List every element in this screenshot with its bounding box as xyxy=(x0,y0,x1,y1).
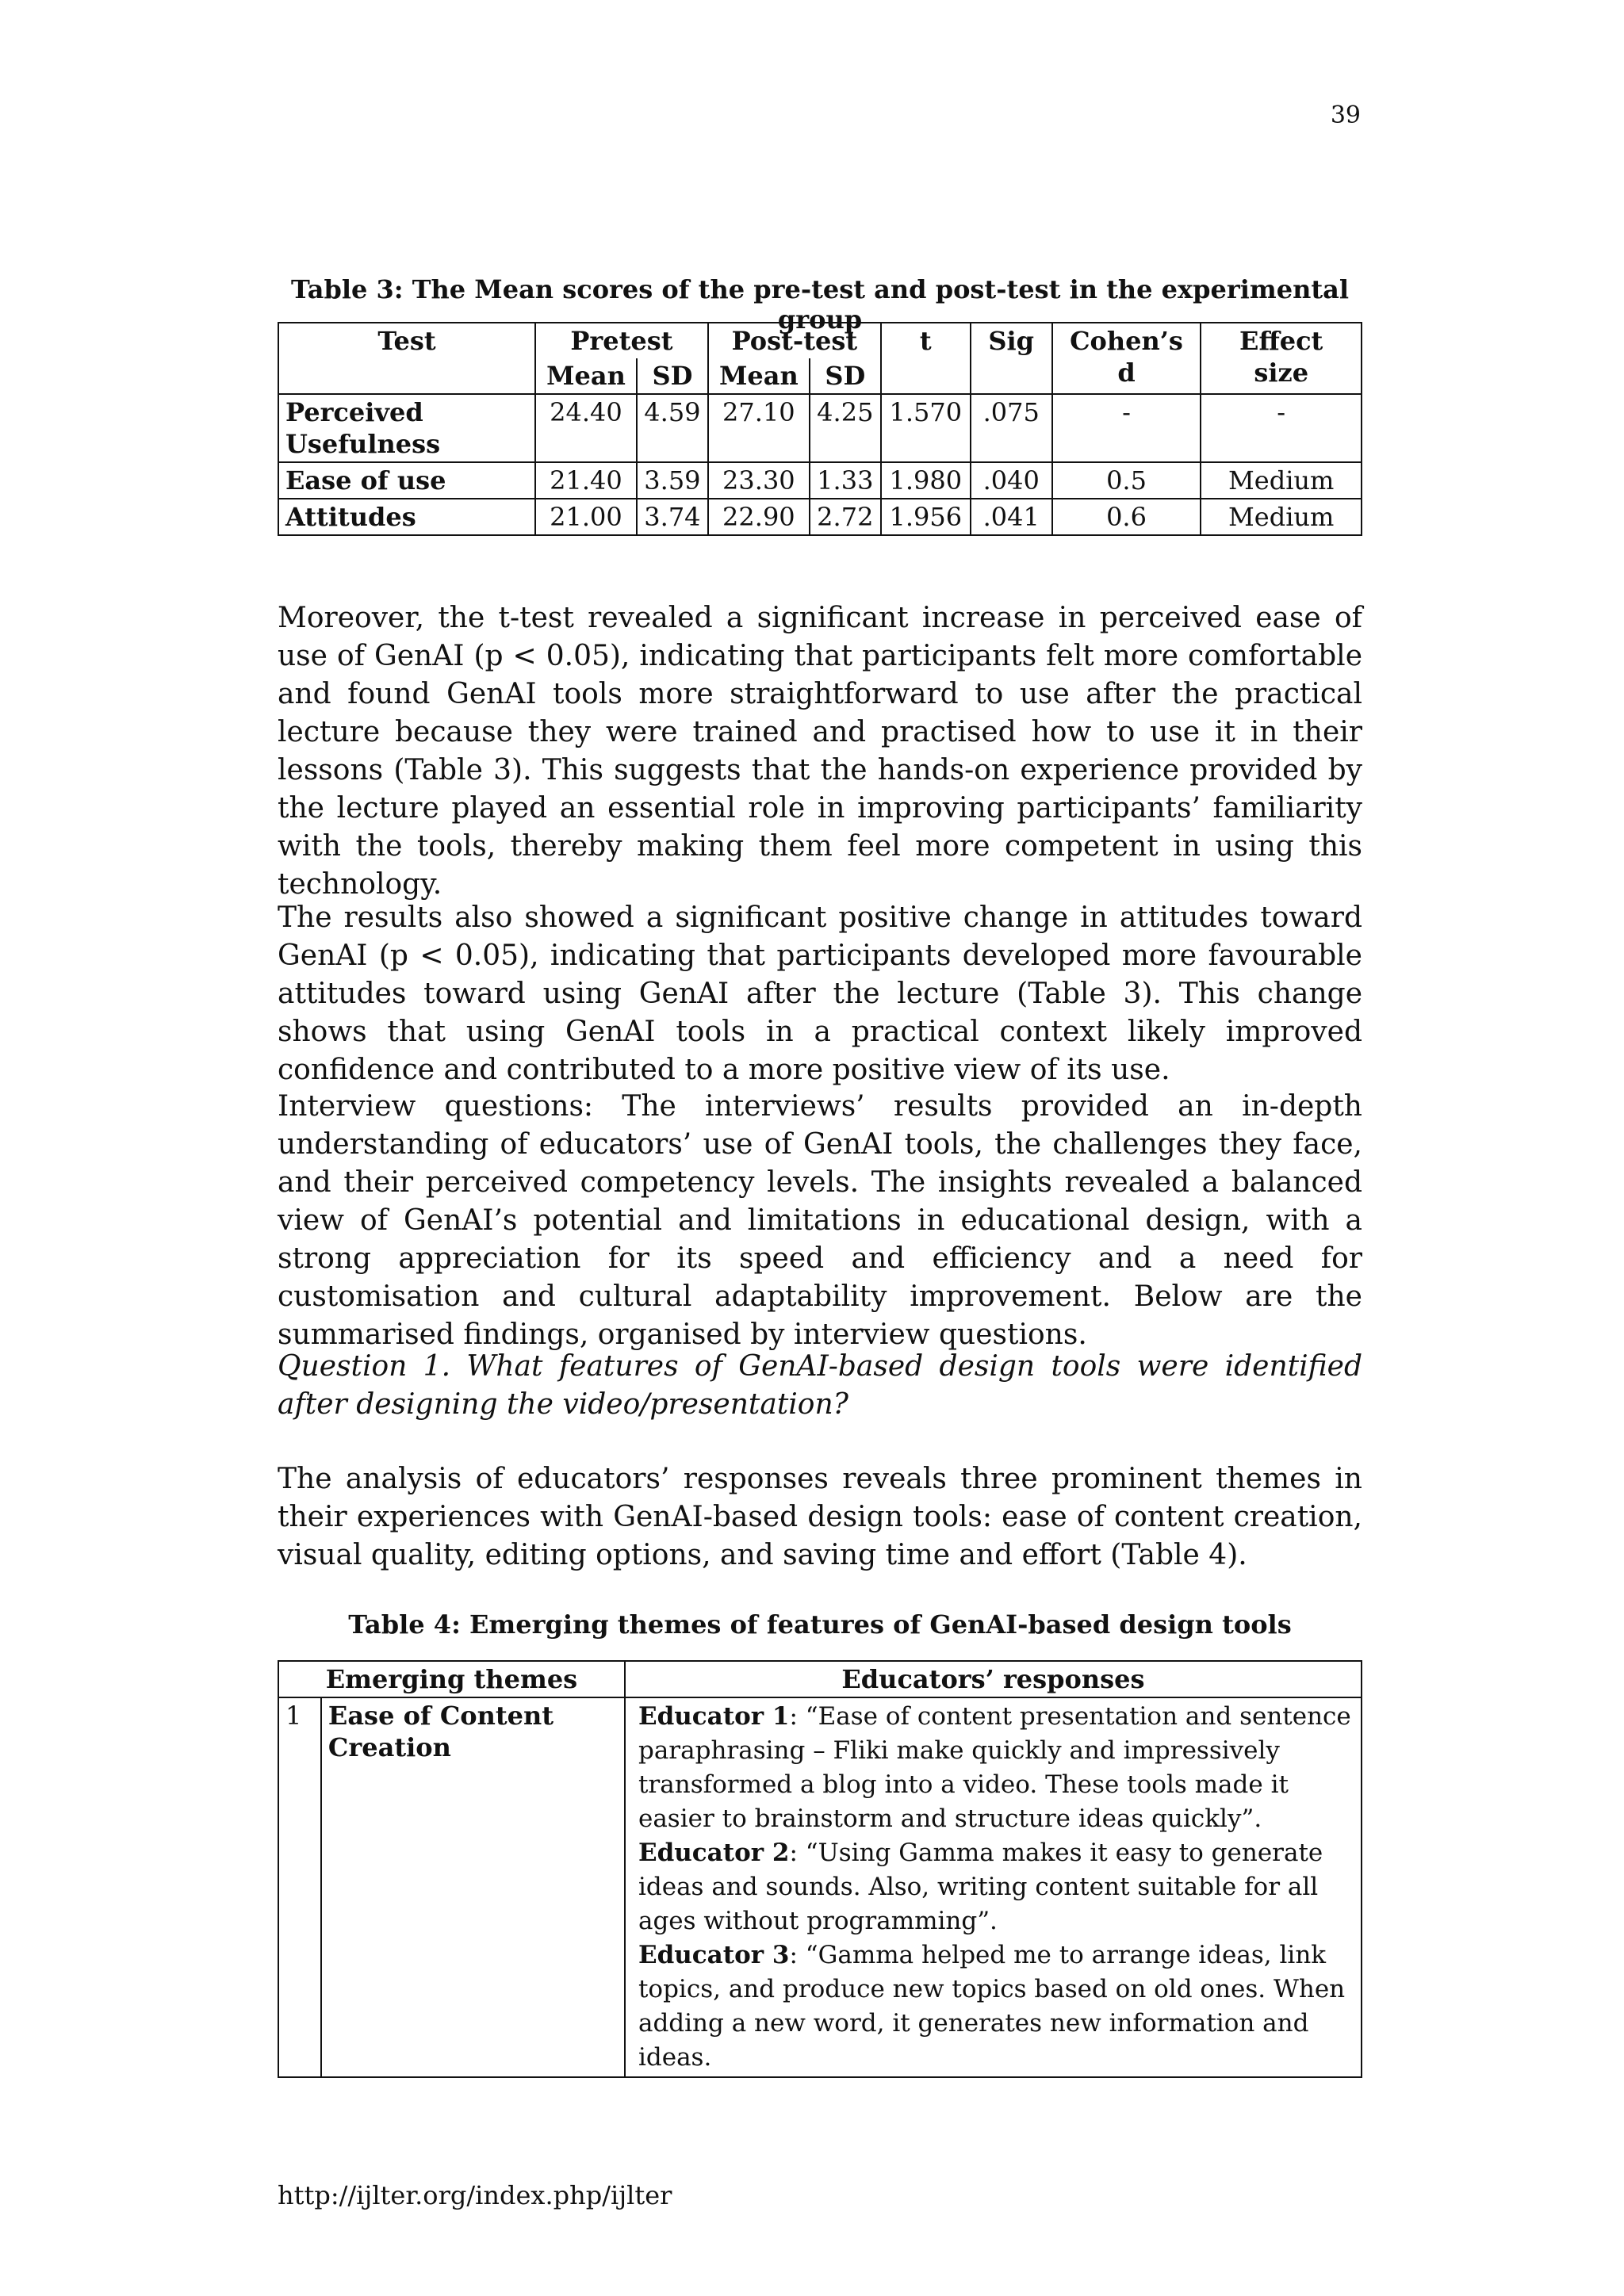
educator-name: Educator 3 xyxy=(638,1941,790,1969)
sig-value: .075 xyxy=(971,394,1052,462)
header-pre-mean: Mean xyxy=(535,358,637,394)
post-mean: 22.90 xyxy=(708,499,810,535)
header-cohens-d: Cohen’s d xyxy=(1052,323,1201,394)
effect-size-value: Medium xyxy=(1201,499,1362,535)
pre-sd: 3.74 xyxy=(637,499,708,535)
table4-caption: Table 4: Emerging themes of features of GenAI-based design tools xyxy=(348,1609,1292,1640)
theme-index: 1 xyxy=(278,1697,321,2077)
educator-name: Educator 2 xyxy=(638,1839,790,1867)
educator-quote: : “Gamma helped me to arrange ideas, link topics, and produce new topics based on old ones. When adding a new word, it generates new information and ideas. xyxy=(638,1941,1346,2072)
post-sd: 2.72 xyxy=(810,499,881,535)
pre-sd: 4.59 xyxy=(637,394,708,462)
table4-header-row xyxy=(278,1661,1362,1697)
t-value: 1.980 xyxy=(881,462,971,499)
row-test-name: Attitudes xyxy=(278,499,535,535)
pre-mean: 21.00 xyxy=(535,499,637,535)
sig-value: .040 xyxy=(971,462,1052,499)
header-t: t xyxy=(881,323,971,394)
header-effect-size: Effect size xyxy=(1201,323,1362,394)
educator-quote: : “Ease of content presentation and sentence paraphrasing – Fliki make quickly and impressively transformed a blog into a video. These tools made it easier to brainstorm and structure ideas quickly”. xyxy=(638,1702,1351,1833)
row-test-name: Ease of use xyxy=(278,462,535,499)
educator-response xyxy=(638,1836,1354,1938)
t-value: 1.570 xyxy=(881,394,971,462)
educator-quote: : “Using Gamma makes it easy to generate ideas and sounds. Also, writing content suitable for all ages without programming”. xyxy=(638,1839,1323,1935)
paragraph-interview-questions: Interview questions: The interviews’ results provided an in-depth understanding of educators’ use of GenAI tools, the challenges they face, and their perceived competency levels. The insights revealed a balanced view of GenAI’s potential and limitations in educational design, with a strong appreciation for its speed and efficiency and a need for customisation and cultural adaptability improvement. Below are the summarised findings, organised by interview questions. xyxy=(278,1090,1362,1351)
header-pre-sd: SD xyxy=(637,358,708,394)
post-sd: 1.33 xyxy=(810,462,881,499)
effect-size-value: Medium xyxy=(1201,462,1362,499)
educator-response xyxy=(638,1700,1354,1836)
header-emerging-themes: Emerging themes xyxy=(278,1661,625,1697)
cohens-d-value: - xyxy=(1052,394,1201,462)
paragraph-analysis: The analysis of educators’ responses reveals three prominent themes in their experiences with GenAI-based design tools: ease of content creation, visual quality, editing options, and saving time and effort (Table 4). xyxy=(278,1463,1362,1571)
header-post-sd: SD xyxy=(810,358,881,394)
table-row xyxy=(278,394,1362,462)
footer-url: http://ijlter.org/index.php/ijlter xyxy=(278,2180,672,2210)
header-post-mean: Mean xyxy=(708,358,810,394)
table3-header-row xyxy=(278,323,1362,358)
theme-responses xyxy=(625,1697,1362,2077)
header-educators-responses: Educators’ responses xyxy=(625,1661,1362,1697)
header-sig: Sig xyxy=(971,323,1052,394)
post-mean: 27.10 xyxy=(708,394,810,462)
post-sd: 4.25 xyxy=(810,394,881,462)
table3 xyxy=(278,322,1362,536)
header-posttest: Post-test xyxy=(708,323,881,358)
pre-sd: 3.59 xyxy=(637,462,708,499)
educator-name: Educator 1 xyxy=(638,1702,790,1731)
table-row xyxy=(278,462,1362,499)
table3-caption: Table 3: The Mean scores of the pre-test and post-test in the experimental group xyxy=(290,274,1350,335)
educator-response xyxy=(638,1938,1354,2075)
cohens-d-value: 0.5 xyxy=(1052,462,1201,499)
pre-mean: 21.40 xyxy=(535,462,637,499)
row-test-name: Perceived Usefulness xyxy=(278,394,535,462)
page-number: 39 xyxy=(1330,101,1361,129)
table-row xyxy=(278,499,1362,535)
pre-mean: 24.40 xyxy=(535,394,637,462)
table4 xyxy=(278,1660,1362,2078)
header-test: Test xyxy=(278,323,535,394)
effect-size-value: - xyxy=(1201,394,1362,462)
theme-name: Ease of Content Creation xyxy=(321,1697,625,2077)
paragraph-ease-of-use: Moreover, the t-test revealed a significant increase in perceived ease of use of GenAI (p < 0.05), indicating that participants felt more comfortable and found GenAI tools more straightforward to use after the practical lecture because they were trained and practised how to use it in their lessons (Table 3). This suggests that the hands-on experience provided by the lecture played an essential role in improving participants’ familiarity with the tools, thereby making them feel more competent in using this technology. xyxy=(278,602,1362,901)
cohens-d-value: 0.6 xyxy=(1052,499,1201,535)
paragraph-attitudes: The results also showed a significant positive change in attitudes toward GenAI (p < 0.05), indicating that participants developed more favourable attitudes toward using GenAI after the lecture (Table 3). This change shows that using GenAI tools in a practical context likely improved confidence and contributed to a more positive view of its use. xyxy=(278,901,1362,1086)
t-value: 1.956 xyxy=(881,499,971,535)
post-mean: 23.30 xyxy=(708,462,810,499)
question-1: Question 1. What features of GenAI-based design tools were identified after designing the video/presentation? xyxy=(278,1350,1362,1421)
sig-value: .041 xyxy=(971,499,1052,535)
header-pretest: Pretest xyxy=(535,323,708,358)
table-row xyxy=(278,1697,1362,2077)
